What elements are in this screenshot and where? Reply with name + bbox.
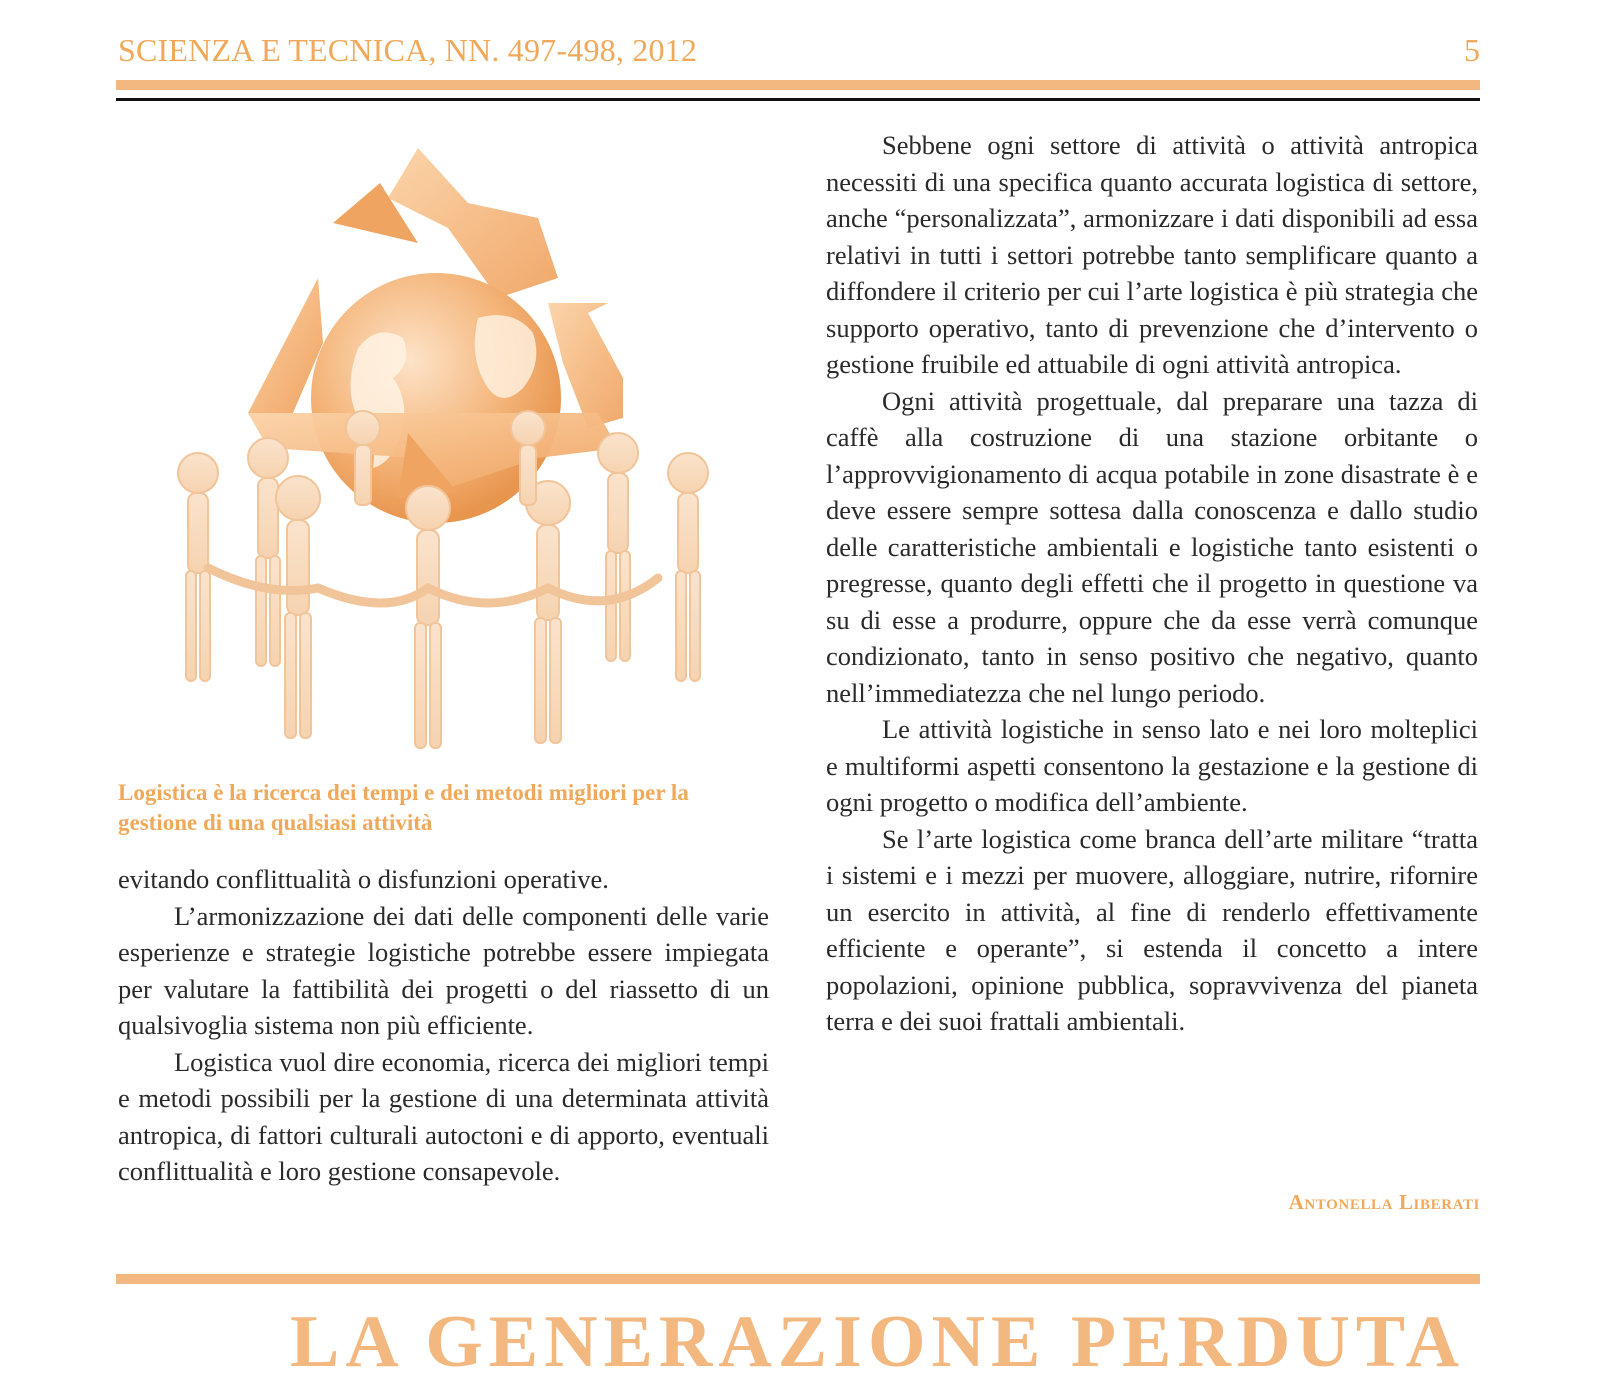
section-rule-orange bbox=[116, 1274, 1480, 1284]
header-rule-black bbox=[116, 98, 1480, 101]
recycling-globe-people-image bbox=[118, 128, 768, 758]
journal-title: SCIENZA E TECNICA, NN. 497-498, 2012 bbox=[118, 32, 698, 68]
header-rule-orange bbox=[116, 80, 1480, 90]
paragraph: L’armonizzazione dei dati delle componenti delle varie esperienze e strategie logistiche potrebbe essere impiegata per valutare la fattibilità dei progetti o del riassetto di un qualsivoglia sistema non più efficiente. bbox=[118, 900, 769, 1040]
paragraph: Se l’arte logistica come branca dell’arte militare “tratta i sistemi e i mezzi per muovere, alloggiare, nutrire, rifornire un esercito in attività, al fine di renderlo effettivamente efficiente e operante”, si estenda il concetto a intere popolazioni, opinione pubblica, sopravvivenza del pianeta terra e dei suoi frattali ambientali. bbox=[826, 823, 1478, 1036]
figure-caption: Logistica è la ricerca dei tempi e dei metodi migliori per la gestione di una qualsiasi attività bbox=[118, 780, 689, 835]
next-article-title: LA GENERAZIONE PERDUTA bbox=[290, 1301, 1466, 1383]
running-header bbox=[118, 30, 1480, 74]
right-text-column bbox=[826, 127, 1478, 1040]
page-number: 5 bbox=[1464, 32, 1480, 68]
paragraph: Le attività logistiche in senso lato e nei loro molteplici e multiformi aspetti consentono la gestazione e la gestione di ogni progetto o modifica dell’ambiente. bbox=[826, 714, 1478, 817]
left-text-column bbox=[118, 861, 769, 1190]
paragraph: evitando conflittualità o disfunzioni operative. bbox=[118, 864, 609, 894]
paragraph: Logistica vuol dire economia, ricerca dei migliori tempi e metodi possibili per la gestione di una determinata attività antropica, di fattori culturali autoctoni e di apporto, eventuali conflittualità e loro gestione consapevole. bbox=[118, 1046, 769, 1186]
paragraph: Ogni attività progettuale, dal preparare una tazza di caffè alla costruzione di una stazione orbitante o l’approvvigionamento di acqua potabile in zone disastrate è e deve essere sempre sottesa dalla conoscenza e dallo studio delle caratteristiche ambientali e logistiche tanto esistenti o pregresse, quanto degli effetti che il progetto in questione va su di esse a produrre, oppure che da esse verrà comunque condizionato, tanto in senso positivo che negativo, quanto nell’immediatezza che nel lungo periodo. bbox=[826, 385, 1478, 708]
paragraph: Sebbene ogni settore di attività o attività antropica necessiti di una specifica quanto accurata logistica di settore, anche “personalizzata”, armonizzare i dati disponibili ad essa relativi in tutti i settori potrebbe tanto semplificare quanto a diffondere il criterio per cui l’arte logistica è più strategia che supporto operativo, tanto di prevenzione che d’intervento o gestione fruibile ed attuabile di ogni attività antropica. bbox=[826, 130, 1478, 379]
illustration-recycling-globe bbox=[118, 128, 768, 758]
author-signature: Antonella Liberati bbox=[1288, 1190, 1480, 1214]
